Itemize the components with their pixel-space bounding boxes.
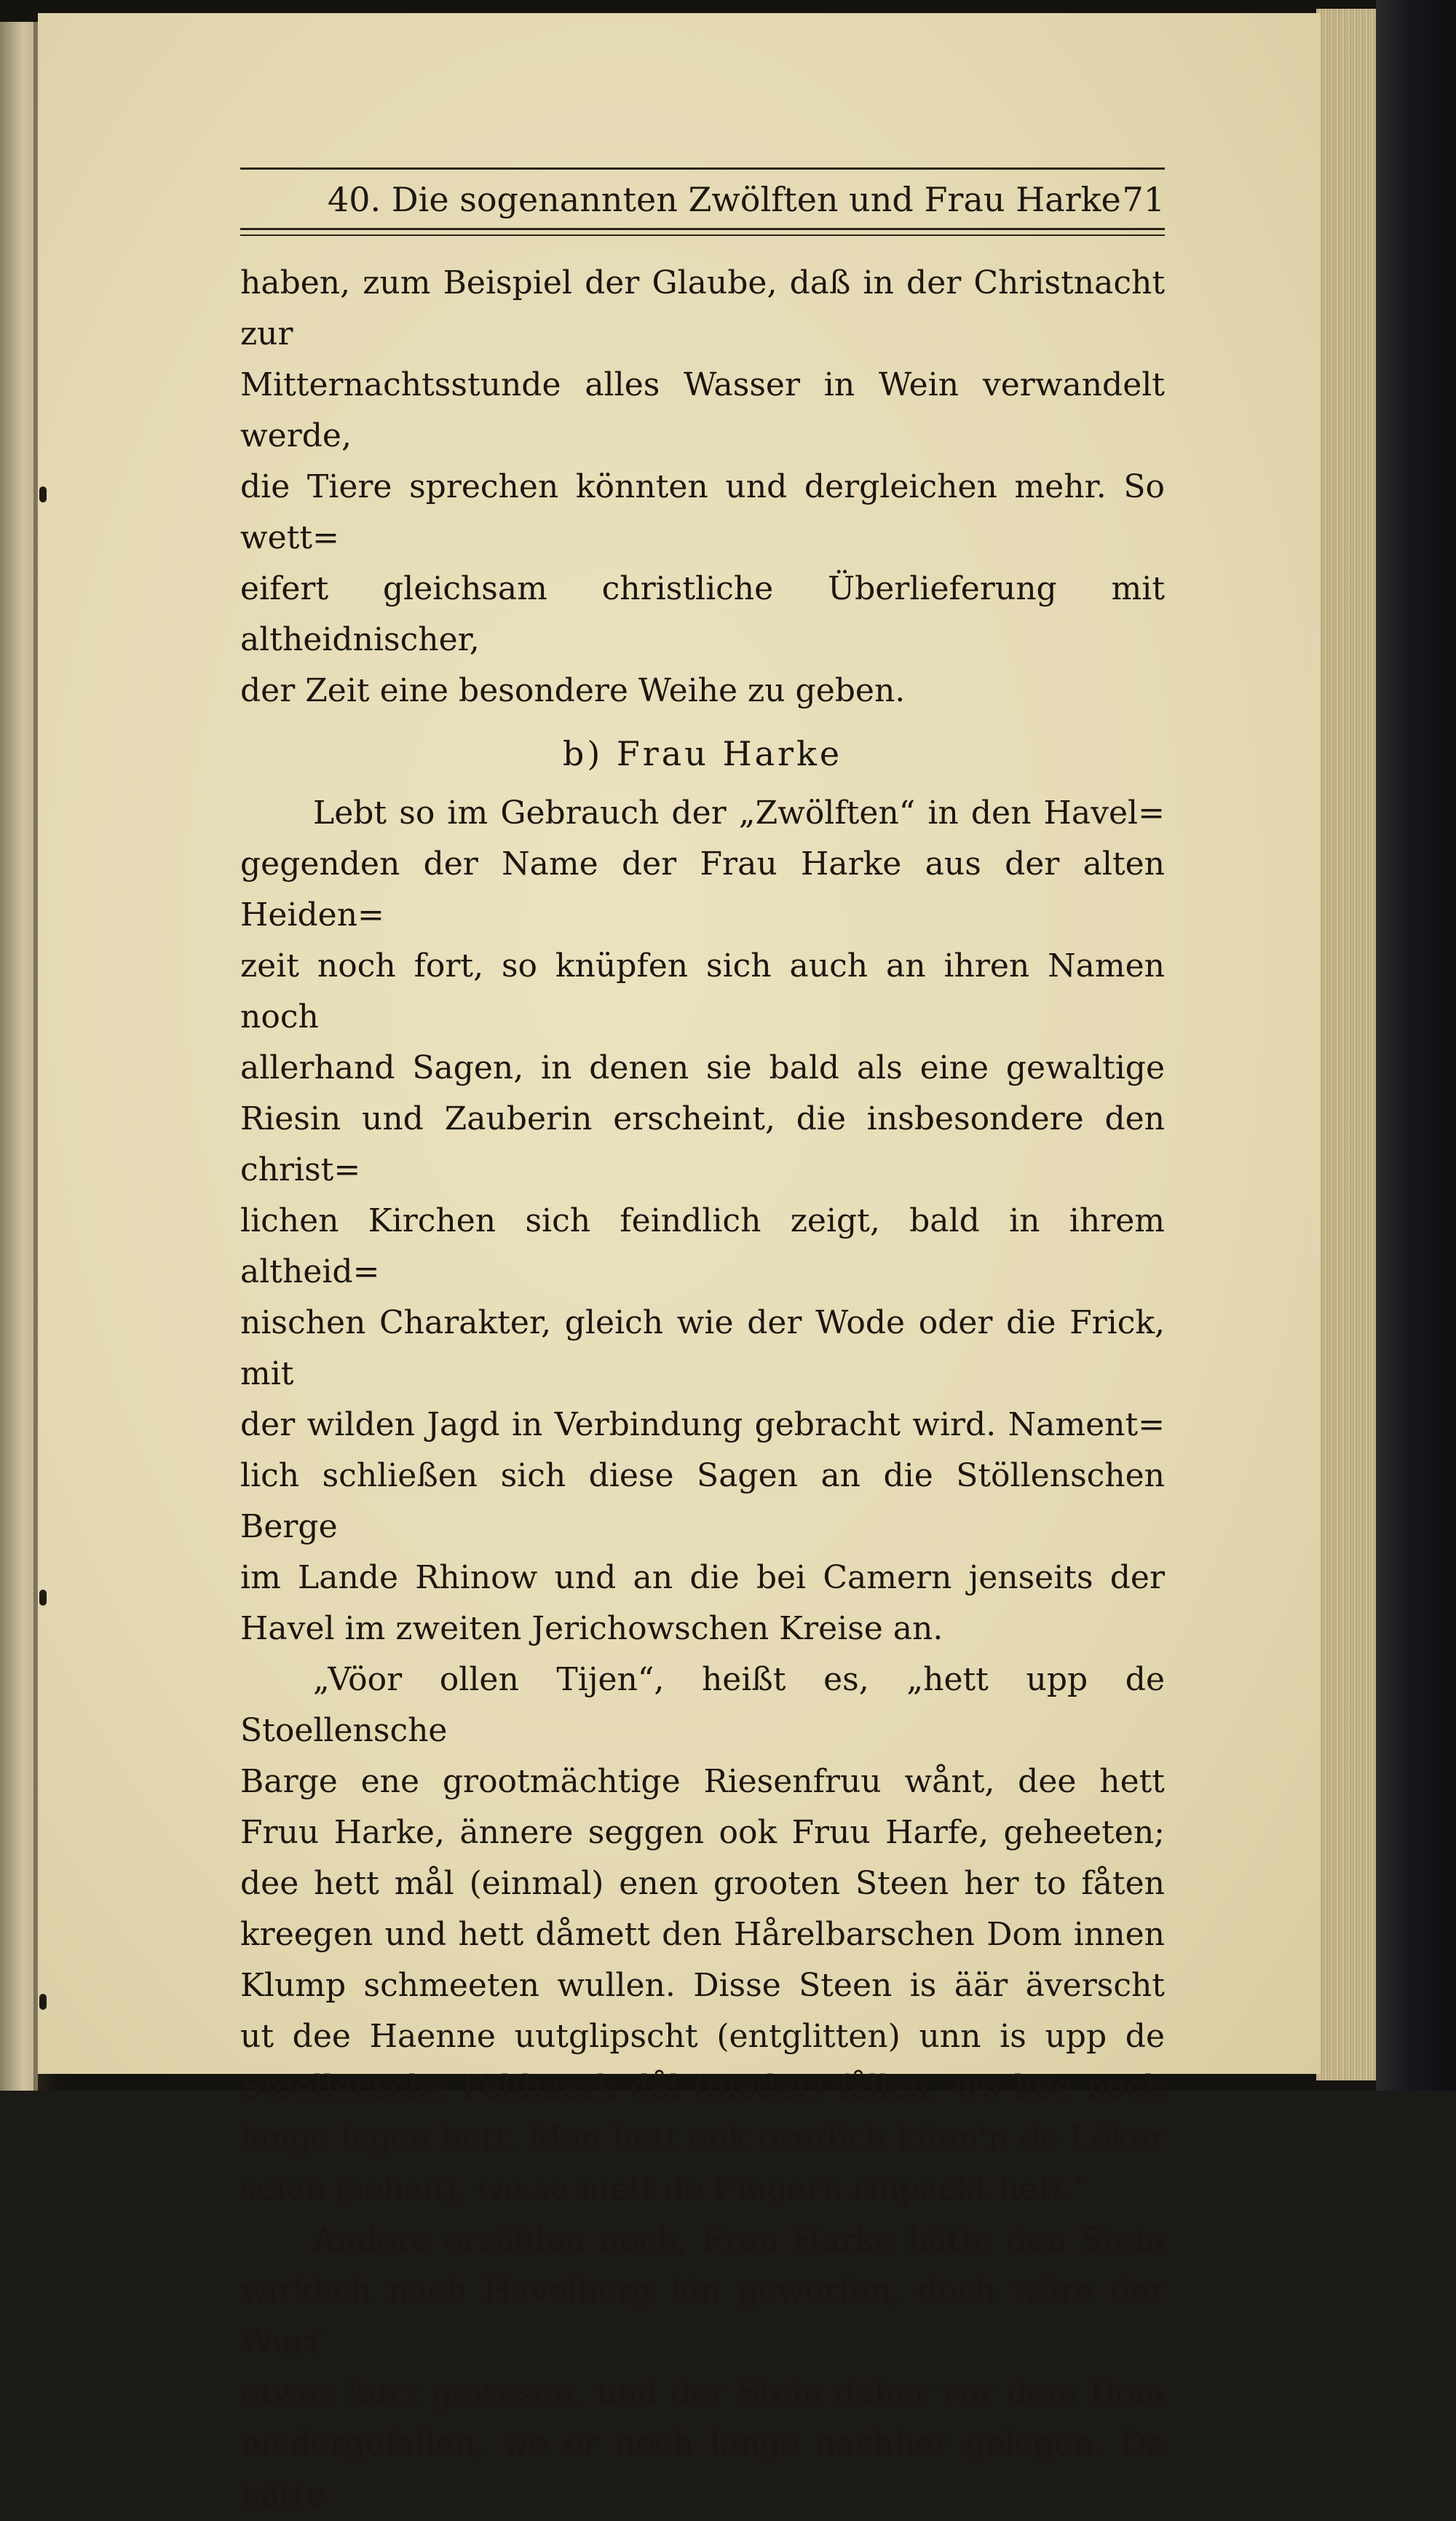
running-header: [240, 180, 1165, 225]
margin-mark: [39, 1590, 47, 1606]
header-rule-bottom: [240, 228, 1165, 230]
margin-mark: [39, 486, 47, 502]
text-line: Andere erzählen noch, Frau Harke hätte den Stein: [313, 2222, 1165, 2259]
text-line: zeit noch fort, so knüpfen sich auch an ihren Namen noch: [240, 947, 1165, 1035]
text-line: lange legen hett. Man hett ook orntlich künn'n de Löker: [240, 2120, 1165, 2157]
text-line: Riesin und Zauberin erscheint, die insbesondere den christ=: [240, 1100, 1165, 1188]
paragraph-andere: [240, 2215, 1165, 2521]
paragraph-continued: [240, 258, 1165, 717]
text-line: allerhand Sagen, in denen sie bald als eine gewaltige: [240, 1049, 1165, 1086]
margin-mark: [39, 1994, 47, 2010]
text-line: Mitternachtsstunde alles Wasser in Wein verwandelt werde,: [240, 366, 1165, 454]
text-line: der Zeit eine besondere Weihe zu geben.: [240, 672, 906, 709]
text-line: niedergefallen, wo er noch lange nachher gelegen. Da hätte: [240, 2426, 1165, 2514]
page-stack-edge: [1316, 9, 1380, 2080]
text-line: lich schließen sich diese Sagen an die Stöllenschen Berge: [240, 1457, 1165, 1545]
text-line: der wilden Jagd in Verbindung gebracht wird. Nament=: [240, 1406, 1165, 1443]
text-line: Stoellensche Feldmark dål (nieder) fållen, wo hee noch: [240, 2069, 1165, 2106]
text-line: Lebt so im Gebrauch der „Zwölften“ in den Havel=: [313, 794, 1165, 832]
text-line: kreegen und hett dåmett den Hårelbarschen Dom innen: [240, 1916, 1165, 1953]
book-cover: [1376, 0, 1456, 2091]
text-line: die Tiere sprechen könnten und dergleichen mehr. So wett=: [240, 468, 1165, 556]
text-line: nischen Charakter, gleich wie der Wode oder die Frick, mit: [240, 1304, 1165, 1392]
header-rule-top: [240, 167, 1165, 170]
text-line: im Lande Rhinow und an die bei Camern jenseits der: [240, 1559, 1165, 1596]
text-line: Klump schmeeten wullen. Disse Steen is äär äverscht: [240, 1967, 1165, 2004]
text-line: ut dee Haenne uutglipscht (entglitten) unn is upp de: [240, 2018, 1165, 2055]
paragraph-frau-harke: [240, 788, 1165, 1654]
text-line: Havel im zweiten Jerichowschen Kreise an.: [240, 1610, 943, 1647]
text-line: „Vöor ollen Tijen“, heißt es, „hett upp de Stoellensche: [240, 1661, 1165, 1749]
text-line: dee hett mål (einmal) enen grooten Steen her to fåten: [240, 1865, 1165, 1902]
section-heading: b) Frau Harke: [562, 734, 843, 773]
text-line: haben, zum Beispiel der Glaube, daß in der Christnacht zur: [240, 264, 1165, 352]
text-line: gegenden der Name der Frau Harke aus der alten Heiden=: [240, 845, 1165, 934]
running-title: 40. Die sogenannten Zwölften und Frau Harke: [328, 180, 1121, 219]
page-number: 71: [1122, 180, 1165, 219]
header-rule-double: [240, 234, 1165, 236]
text-line: seien (sehen), wo se mett de Fingern rinpackt hett.“: [240, 2171, 1091, 2208]
text-line: wirklich nach Havelberg hin geworfen, doch wäre der Wurf: [240, 2273, 1165, 2361]
text-line: Fruu Harke, ännere seggen ook Fruu Harfe, geheeten;: [240, 1814, 1165, 1851]
text-line: etwas kurz gewesen, und der Stein daher vor dem Dom: [240, 2375, 1165, 2412]
text-line: eifert gleichsam christliche Überlieferung mit altheidnischer,: [240, 570, 1165, 658]
page-content: [240, 167, 1165, 2521]
paragraph-dialect-quote: [240, 1654, 1165, 2215]
previous-page-edge: [0, 22, 38, 2091]
text-line: lichen Kirchen sich feindlich zeigt, bald in ihrem altheid=: [240, 1202, 1165, 1290]
text-line: Barge ene grootmächtige Riesenfruu wånt, dee hett: [240, 1763, 1165, 1800]
